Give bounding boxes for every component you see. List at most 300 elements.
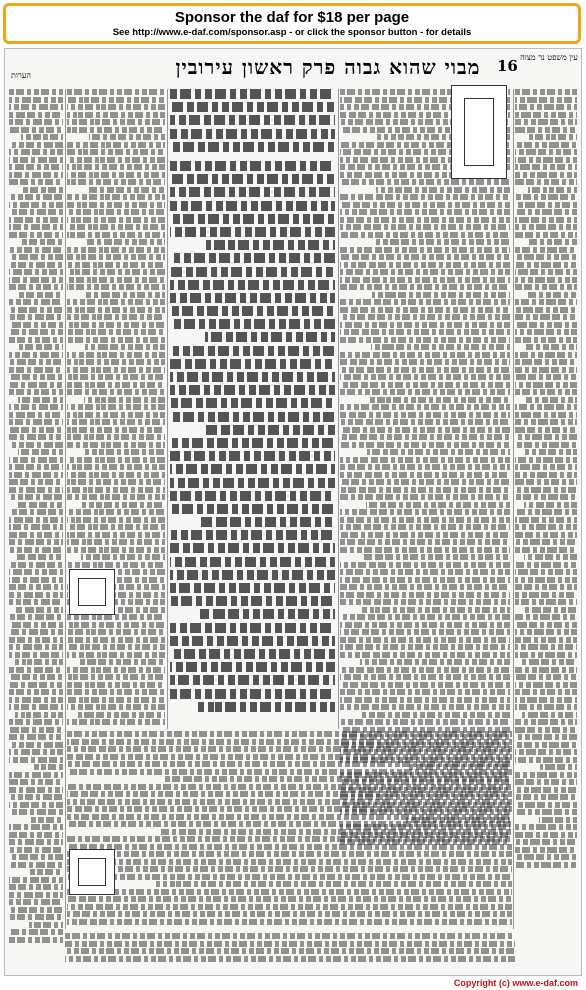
text-line (9, 532, 63, 538)
text-line (515, 202, 577, 208)
column-divider (338, 89, 339, 729)
text-line (9, 742, 63, 748)
text-line (67, 217, 165, 223)
text-line (67, 487, 165, 493)
text-line (67, 547, 165, 553)
text-line (67, 112, 165, 118)
text-line (9, 464, 63, 470)
text-line (88, 187, 165, 193)
text-line (9, 254, 63, 260)
text-line (67, 359, 165, 365)
text-line (340, 464, 510, 470)
text-line (523, 607, 577, 613)
text-line (17, 502, 63, 508)
text-line (67, 172, 165, 178)
text-line (9, 652, 63, 658)
text-line (67, 247, 165, 253)
text-line (205, 332, 335, 342)
text-line (67, 859, 512, 865)
text-line (9, 629, 63, 635)
text-line (340, 194, 510, 200)
text-line (524, 554, 577, 560)
text-line (515, 577, 577, 583)
text-line (9, 802, 63, 808)
text-line (21, 134, 63, 140)
text-line (9, 734, 63, 740)
text-line (340, 614, 510, 620)
text-line (515, 314, 577, 320)
text-line (170, 319, 335, 329)
text-line (340, 404, 510, 410)
text-line (9, 472, 63, 478)
text-line (515, 479, 577, 485)
text-line (340, 584, 510, 590)
text-line (515, 307, 577, 313)
text-line (200, 609, 335, 619)
text-line (67, 904, 512, 910)
text-line (9, 772, 63, 778)
text-line (9, 374, 63, 380)
text-line (340, 472, 510, 478)
square-diagram (69, 849, 115, 895)
text-line (67, 329, 165, 335)
text-line (539, 817, 577, 823)
text-line (515, 352, 577, 358)
text-line (515, 854, 577, 860)
text-line (366, 502, 511, 508)
text-line (515, 629, 577, 635)
text-line (67, 622, 165, 628)
text-line (340, 532, 510, 538)
text-line (515, 839, 577, 845)
text-line (340, 494, 510, 500)
text-line (67, 874, 512, 880)
text-line (67, 791, 512, 797)
page-header (5, 49, 581, 83)
text-line (340, 622, 510, 628)
page-number: 16 (497, 57, 518, 75)
text-line (9, 359, 63, 365)
text-line (340, 374, 510, 380)
text-line (170, 293, 335, 303)
text-line (515, 697, 577, 703)
text-line (515, 232, 577, 238)
text-line (526, 344, 577, 350)
text-line (83, 449, 165, 455)
square-diagram (69, 569, 115, 615)
text-line (515, 494, 577, 500)
text-line (15, 712, 63, 718)
text-line (515, 112, 577, 118)
text-line (515, 802, 577, 808)
text-line (9, 457, 63, 463)
text-line (67, 299, 165, 305)
text-line (340, 509, 510, 515)
text-line (67, 524, 165, 530)
text-line (376, 187, 510, 193)
text-line (515, 194, 577, 200)
text-line (170, 306, 335, 316)
text-line (515, 262, 577, 268)
text-line (340, 629, 510, 635)
text-line (9, 269, 63, 275)
text-line (170, 689, 335, 699)
text-line (67, 472, 165, 478)
text-line (515, 547, 577, 553)
text-line (527, 292, 577, 298)
text-line (340, 697, 510, 703)
text-line (340, 224, 510, 230)
text-line (170, 161, 335, 171)
text-line (67, 322, 165, 328)
text-line (67, 209, 165, 215)
text-line (170, 346, 335, 356)
text-line (340, 262, 510, 268)
text-line (9, 479, 63, 485)
text-line (67, 754, 512, 760)
text-line (9, 494, 63, 500)
text-line (9, 682, 63, 688)
text-line (515, 794, 577, 800)
text-line (340, 592, 510, 598)
text-line (515, 787, 577, 793)
text-line (515, 719, 577, 725)
text-line (9, 854, 63, 860)
text-line (67, 682, 165, 688)
text-line (170, 174, 335, 184)
text-line (515, 584, 577, 590)
text-line (515, 862, 577, 868)
text-line (78, 712, 165, 718)
text-line (9, 427, 63, 433)
text-line (9, 149, 63, 155)
text-line (67, 629, 165, 635)
text-line (170, 187, 335, 197)
text-line (170, 438, 335, 448)
text-line (156, 881, 512, 887)
text-line (515, 674, 577, 680)
text-line (524, 502, 577, 508)
text-line (9, 599, 63, 605)
text-line (371, 344, 510, 350)
text-line (16, 607, 63, 613)
text-line (340, 682, 510, 688)
text-line (84, 397, 165, 403)
text-line (9, 674, 63, 680)
copyright-link[interactable]: Copyright (c) www.e-daf.com (453, 978, 578, 988)
text-line (340, 284, 510, 290)
text-line (67, 104, 165, 110)
text-line (515, 149, 577, 155)
text-line (9, 509, 63, 515)
text-line (340, 719, 510, 725)
text-line (9, 179, 63, 185)
text-line (9, 899, 63, 905)
text-line (165, 776, 512, 782)
text-line (9, 172, 63, 178)
text-line (67, 337, 165, 343)
text-line (67, 194, 165, 200)
text-line (67, 746, 512, 752)
text-line (170, 267, 335, 277)
text-line (515, 757, 577, 763)
text-line (67, 739, 512, 745)
text-line (515, 322, 577, 328)
text-line (340, 412, 510, 418)
text-line (340, 674, 510, 680)
text-line (9, 839, 63, 845)
text-line (340, 202, 510, 208)
text-line (340, 179, 510, 185)
text-line (340, 442, 510, 448)
sponsor-details-link[interactable]: See http://www.e-daf.com/sponsor.asp - or click the sponsor button - for details (112, 27, 472, 38)
text-line (170, 359, 335, 369)
text-line (170, 129, 335, 139)
text-line (340, 704, 510, 710)
gemara-main-column (170, 161, 335, 721)
text-line (9, 329, 63, 335)
text-line (9, 929, 63, 935)
text-line (67, 307, 165, 313)
text-line (67, 562, 165, 568)
text-line (9, 592, 63, 598)
text-line (340, 314, 510, 320)
gemara-top-block (170, 89, 335, 155)
text-line (67, 704, 165, 710)
text-line (18, 397, 63, 403)
text-line (67, 719, 165, 725)
text-line (515, 217, 577, 223)
text-line (9, 322, 63, 328)
text-line (340, 389, 510, 395)
ein-mishpat-heading: עין משפט נר מצוה (520, 53, 578, 62)
text-line (515, 487, 577, 493)
text-line (9, 794, 63, 800)
text-line (67, 269, 165, 275)
text-line (340, 539, 510, 545)
text-line (9, 412, 63, 418)
text-line (515, 734, 577, 740)
text-line (67, 689, 165, 695)
text-line (170, 89, 335, 99)
text-line (515, 104, 577, 110)
ein-mishpat-column (515, 89, 577, 869)
text-line (170, 570, 335, 580)
text-line (515, 367, 577, 373)
text-line (515, 157, 577, 163)
text-line (9, 749, 63, 755)
talmud-page-scan (4, 48, 582, 976)
text-line (9, 247, 63, 253)
text-line (9, 112, 63, 118)
text-line (515, 299, 577, 305)
text-line (67, 784, 512, 790)
text-line (170, 102, 335, 112)
text-line (515, 337, 577, 343)
text-line (65, 956, 515, 962)
text-line (515, 569, 577, 575)
sponsor-headline[interactable]: Sponsor the daf for $18 per page (174, 9, 410, 26)
text-line (9, 577, 63, 583)
text-line (515, 434, 577, 440)
text-line (9, 314, 63, 320)
text-line (67, 179, 165, 185)
text-line (9, 697, 63, 703)
text-line (67, 442, 165, 448)
text-line (9, 757, 63, 763)
text-line (515, 622, 577, 628)
text-line (67, 164, 165, 170)
text-line (515, 247, 577, 253)
text-line (67, 539, 165, 545)
text-line (87, 239, 165, 245)
text-line (170, 201, 335, 211)
text-line (9, 719, 63, 725)
text-line (9, 97, 63, 103)
text-line (29, 922, 63, 928)
notes-heading: הערות (11, 71, 31, 80)
text-line (67, 674, 165, 680)
text-line (65, 941, 515, 947)
text-line (9, 404, 63, 410)
text-line (515, 824, 577, 830)
text-line (67, 836, 512, 842)
text-line (515, 382, 577, 388)
text-line (515, 224, 577, 230)
text-line (203, 425, 335, 435)
text-line (17, 554, 63, 560)
text-line (198, 702, 335, 712)
text-line (9, 524, 63, 530)
text-line (170, 636, 335, 646)
column-divider (65, 89, 66, 929)
text-line (515, 457, 577, 463)
text-line (9, 704, 63, 710)
text-line (9, 539, 63, 545)
text-line (515, 772, 577, 778)
alley-diagram (451, 85, 507, 179)
text-line (359, 712, 510, 718)
text-line (67, 479, 165, 485)
text-line (67, 652, 165, 658)
text-line (170, 478, 335, 488)
text-line (9, 104, 63, 110)
text-line (65, 948, 515, 954)
text-line (515, 832, 577, 838)
text-line (67, 89, 165, 95)
commentary-bottom-block (67, 731, 512, 931)
text-line (9, 914, 63, 920)
text-line (170, 280, 335, 290)
text-line (89, 134, 165, 140)
text-line (340, 217, 510, 223)
text-line (515, 427, 577, 433)
text-line (515, 637, 577, 643)
text-line (515, 667, 577, 673)
text-line (170, 214, 335, 224)
text-line (67, 911, 512, 917)
text-line (515, 614, 577, 620)
text-line (369, 397, 510, 403)
text-line (340, 667, 510, 673)
text-line (515, 517, 577, 523)
text-line (340, 644, 510, 650)
text-line (67, 389, 165, 395)
text-line (340, 569, 510, 575)
text-line (525, 449, 577, 455)
text-line (67, 284, 165, 290)
text-line (67, 232, 165, 238)
text-line (340, 427, 510, 433)
text-line (515, 727, 577, 733)
text-line (9, 779, 63, 785)
text-line (515, 524, 577, 530)
text-line (9, 367, 63, 373)
text-line (9, 157, 63, 163)
text-line (515, 389, 577, 395)
text-line (9, 434, 63, 440)
text-line (9, 847, 63, 853)
text-line (522, 712, 577, 718)
text-line (9, 569, 63, 575)
text-line (9, 667, 63, 673)
text-line (515, 847, 577, 853)
text-line (67, 149, 165, 155)
text-line (67, 119, 165, 125)
text-line (340, 547, 510, 553)
text-line (30, 869, 63, 875)
text-line (9, 299, 63, 305)
text-line (522, 659, 577, 665)
text-line (9, 787, 63, 793)
text-line (170, 543, 335, 553)
text-line (9, 419, 63, 425)
text-line (9, 622, 63, 628)
text-line (9, 809, 63, 815)
text-line (340, 247, 510, 253)
text-line (340, 367, 510, 373)
text-line (206, 240, 335, 250)
text-line (540, 764, 577, 770)
text-line (9, 907, 63, 913)
text-line (67, 806, 512, 812)
text-line (67, 374, 165, 380)
text-line (9, 547, 63, 553)
gilyon-hashas-footer (65, 933, 515, 969)
text-line (340, 359, 510, 365)
text-line (9, 142, 63, 148)
text-line (340, 329, 510, 335)
text-line (85, 344, 165, 350)
text-line (340, 382, 510, 388)
notes-column (9, 89, 63, 949)
text-line (9, 202, 63, 208)
text-line (364, 554, 510, 560)
text-line (67, 224, 165, 230)
text-line (9, 824, 63, 830)
text-line (67, 769, 512, 775)
text-line (67, 427, 165, 433)
text-line (340, 457, 510, 463)
text-line (515, 412, 577, 418)
text-line (9, 614, 63, 620)
sponsor-banner[interactable] (3, 3, 581, 44)
text-line (515, 682, 577, 688)
text-line (515, 277, 577, 283)
text-line (9, 389, 63, 395)
text-line (9, 689, 63, 695)
text-line (170, 662, 335, 672)
